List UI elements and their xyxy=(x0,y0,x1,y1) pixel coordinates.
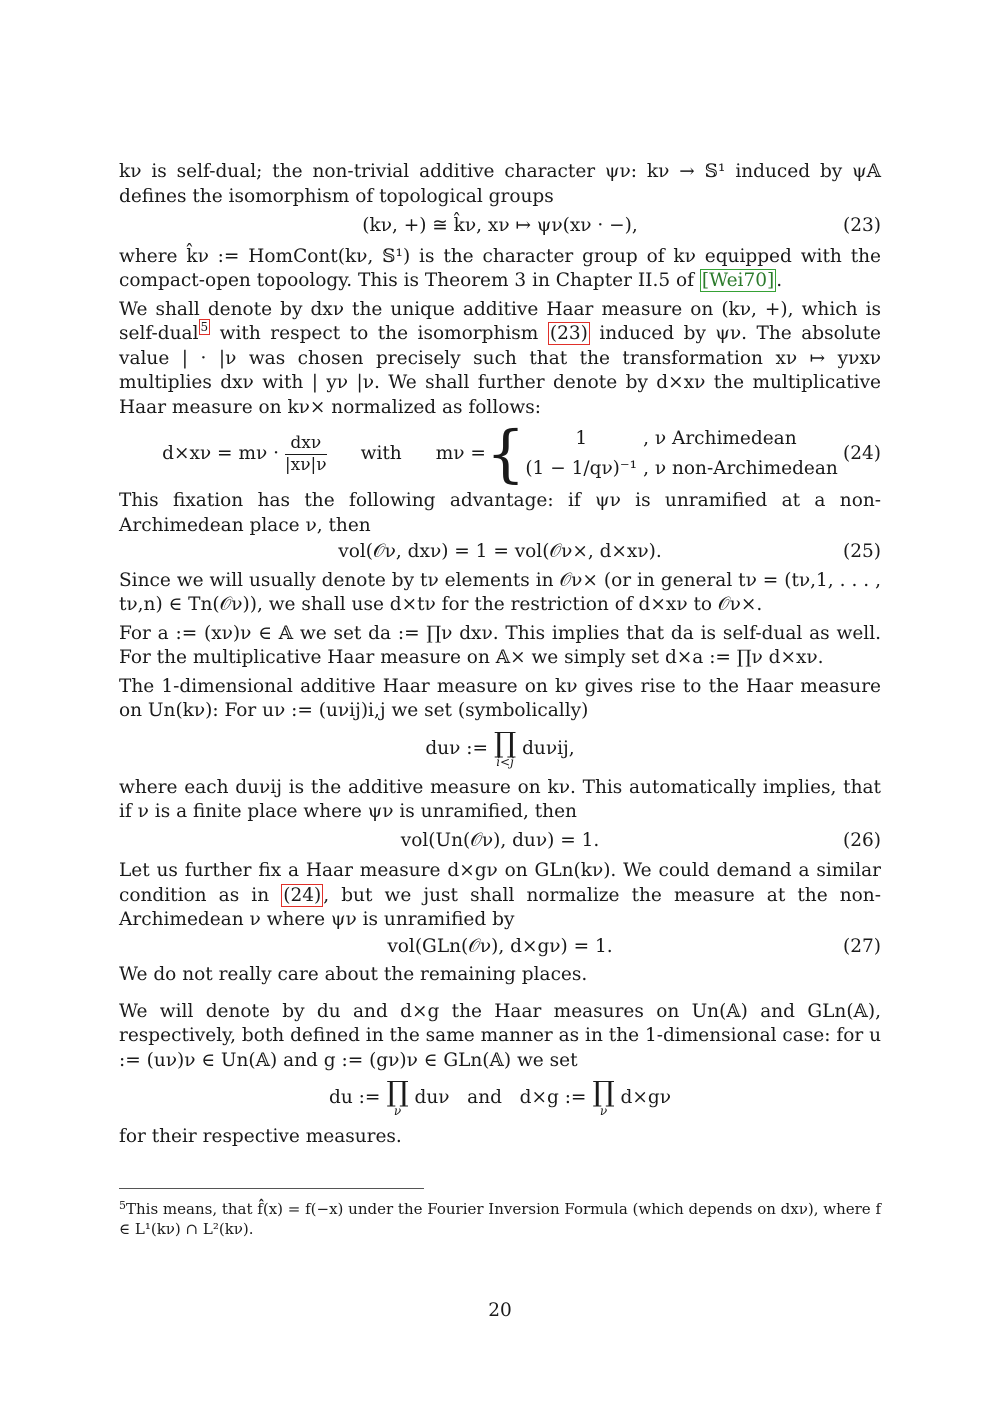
paragraph-gln-text-a: Let us further fix a Haar measure d×gν on GLn(kν). We could demand a similar condition as in xyxy=(119,860,881,906)
case-1-value: 1 xyxy=(575,428,588,449)
paragraph-character-group xyxy=(119,245,881,294)
fraction-denominator: |xν|ν xyxy=(284,454,327,475)
equation-ref-24[interactable]: (24) xyxy=(283,884,322,906)
equation-26-body: vol(Un(𝒪ν), duν) = 1. xyxy=(400,829,600,851)
equation-26 xyxy=(119,829,881,854)
paragraph-haar-measure-text-a: We shall denote by dxν the unique additive Haar measure on (kν, +), which is self-dual xyxy=(119,298,881,344)
equation-number-25: (25) xyxy=(843,541,881,562)
paragraph-remaining-places: We do not really care about the remaining places. xyxy=(119,964,588,985)
equation-number-27: (27) xyxy=(843,935,881,957)
equation-25 xyxy=(119,540,881,565)
product-symbol: ∏ i<j xyxy=(493,725,517,769)
case-2-condition: , ν non-Archimedean xyxy=(643,458,838,479)
equation-27-body: vol(GLn(𝒪ν), d×gν) = 1. xyxy=(387,935,613,957)
paragraph-fixation: This fixation has the following advantage: if ψν is unramified at a non-Archimedean place ν, then xyxy=(119,490,881,536)
equation-number-23: (23) xyxy=(843,215,881,236)
footnote-rule xyxy=(119,1188,424,1189)
product-symbol: ∏ ν xyxy=(592,1075,615,1118)
equation-24 xyxy=(119,417,881,490)
product-limit: ν xyxy=(599,1104,608,1118)
product-symbol: ∏ ν xyxy=(386,1075,409,1118)
equation-25-body: vol(𝒪ν, dxν) = 1 = vol(𝒪ν×, d×xν). xyxy=(338,541,662,562)
paragraph-haar-measure-text-b: with respect to the isomorphism xyxy=(219,323,539,344)
equation-27 xyxy=(119,935,881,960)
page-number: 20 xyxy=(488,1300,512,1321)
equation-23-body: (kν, +) ≅ k̂ν, xν ↦ ψν(xν · −), xyxy=(362,215,638,236)
equation-global-a: du := xyxy=(329,1087,381,1108)
equation-24-m: mν = xyxy=(435,442,486,464)
equation-ref-23[interactable]: (23) xyxy=(549,323,588,344)
footnote-mark: 5 xyxy=(119,1199,126,1212)
left-brace: { xyxy=(485,417,526,490)
paragraph-finite-place: where each duνij is the additive measure on kν. This automatically implies, that if ν is a finite place where ψν is unramified, then xyxy=(119,776,881,822)
paragraph-global-measures: We will denote by du and d×g the Haar measures on Un(𝔸) and GLn(𝔸), respectively, both defined in the same manner as in the 1-dimensional case: for u := (uν)ν ∈ Un(𝔸) and g := (gν)ν ∈ GLn(𝔸) we set xyxy=(119,1000,881,1071)
citation-wei70[interactable]: [Wei70] xyxy=(701,270,775,291)
paragraph-haar-measure xyxy=(119,298,881,421)
case-values xyxy=(525,424,637,484)
equation-global-b: duν xyxy=(414,1087,450,1108)
equation-du xyxy=(119,725,881,769)
paragraph-restriction: Since we will usually denote by tν elements in 𝒪ν× (or in general tν = (tν,1, . . . , tν,n) ∈ Tn(𝒪ν)), we shall use d×tν for the restriction of d×xν to 𝒪ν×. xyxy=(119,569,881,615)
product-limit: ν xyxy=(393,1104,402,1118)
equation-global-d: d×gν xyxy=(620,1087,671,1108)
equation-number-24: (24) xyxy=(843,443,881,464)
equation-24-with: with xyxy=(360,442,402,464)
paragraph-character-group-text: where k̂ν := HomCont(kν, 𝕊¹) is the character group of kν equipped with the compact-open topoology. This is Theorem 3 in Chapter II.5 of xyxy=(119,245,881,291)
paragraph-haar-measure-text-c: induced by ψν. The absolute value | · |ν was chosen precisely such that the transformation xν ↦ yνxν multiplies dxν with | yν |ν. We shall further denote by d×xν the multiplicative Haar measure on kν× normalized as follows: xyxy=(119,323,881,418)
case-conditions xyxy=(643,424,838,484)
product-limit: i<j xyxy=(496,754,514,769)
equation-du-right: duνij, xyxy=(522,737,575,759)
paragraph-gln-text-b: , but we just shall normalize the measure at the non-Archimedean ν where ψν is unramified by xyxy=(119,884,881,930)
equation-global-and: and xyxy=(467,1087,502,1108)
paragraph-respective-measures: for their respective measures. xyxy=(119,1126,402,1147)
equation-23 xyxy=(119,214,881,239)
fraction-numerator: dxν xyxy=(285,433,327,455)
period: . xyxy=(776,270,783,291)
equation-24-left: d×xν = mν · xyxy=(162,442,279,464)
equation-number-26: (26) xyxy=(843,829,881,851)
equation-du-left: duν := xyxy=(425,737,488,759)
paragraph-adelic-measure: For a := (xν)ν ∈ 𝔸 we set da := ∏ν dxν. This implies that da is self-dual as well. For the multiplicative Haar measure on 𝔸× we simply set d×a := ∏ν d×xν. xyxy=(119,622,881,668)
equation-24-fraction xyxy=(285,433,327,476)
footnote-5 xyxy=(119,1196,881,1239)
paragraph-unipotent: The 1-dimensional additive Haar measure on kν gives rise to the Haar measure on Un(kν): For uν := (uνij)i,j we set (symbolically) xyxy=(119,675,881,721)
footnote-text: This means, that f̂̂(x) = f(−x) under the Fourier Inversion Formula (which depends on dxν), where f ∈ L¹(kν) ∩ L²(kν). xyxy=(119,1200,881,1238)
equation-global xyxy=(119,1075,881,1118)
equation-global-c: d×g := xyxy=(519,1087,587,1108)
case-1-condition: , ν Archimedean xyxy=(643,428,797,449)
footnote-link-5[interactable]: 5 xyxy=(200,320,209,334)
paragraph-self-dual: kν is self-dual; the non-trivial additive character ψν: kν → 𝕊¹ induced by ψ𝔸 defines the isomorphism of topological groups xyxy=(119,161,881,207)
page-body xyxy=(119,160,881,1150)
paragraph-gln-measure xyxy=(119,859,881,933)
case-2-value: (1 − 1/qν)⁻¹ xyxy=(525,458,638,479)
